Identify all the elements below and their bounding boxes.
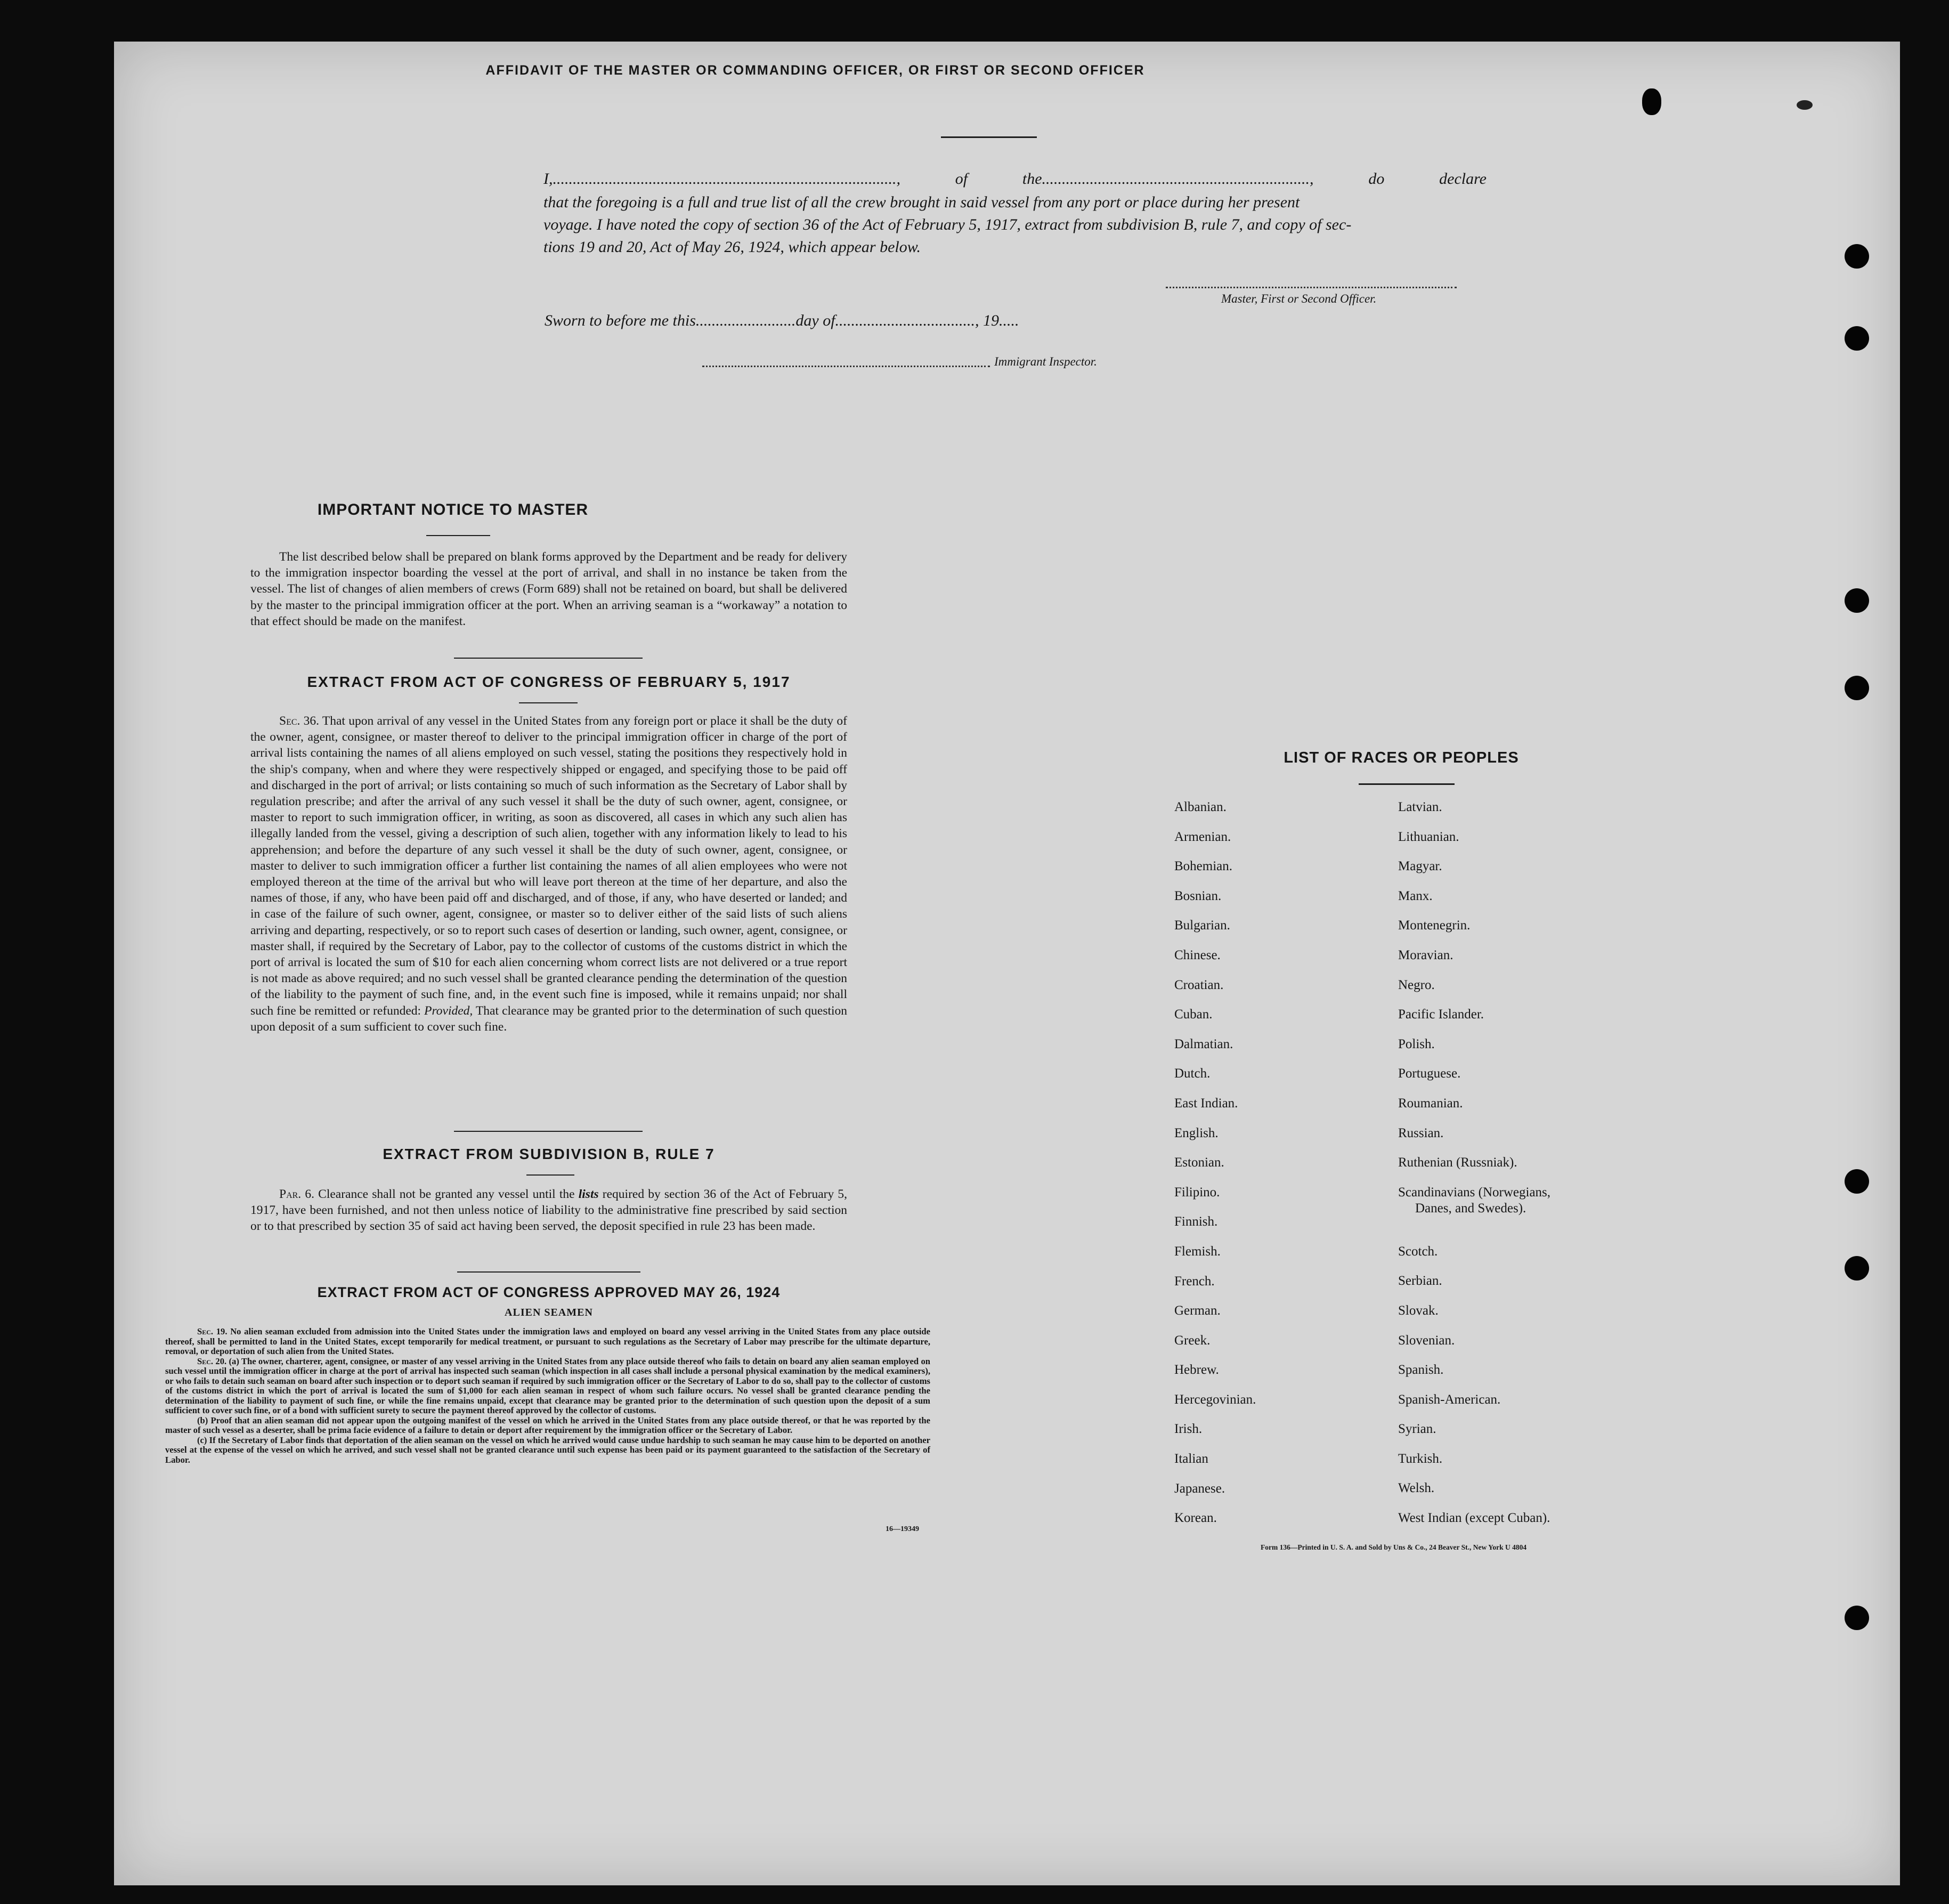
affidavit-title: AFFIDAVIT OF THE MASTER OR COMMANDING OFFICER, OR FIRST OR SECOND OFFICER bbox=[485, 63, 1145, 78]
section-divider bbox=[1359, 783, 1455, 785]
race-item: Hebrew. bbox=[1174, 1363, 1219, 1378]
race-item: Spanish. bbox=[1398, 1363, 1444, 1378]
section-text: That upon arrival of any vessel in the United States from any foreign port or place it shall be the duty of the owner, agent, consignee, or master thereof to deliver to the principal immigration officer in charge of the port of arrival lists containing the names of all aliens employed on such vessel, stating the positions they respectively hold in the ship's company, when and where they were respectively shipped or engaged, and specifying those to be paid off and discharged in the port of arrival; or lists containing so much of such information as the Secretary of Labor shall by regulation prescribe; and after the arrival of any such vessel it shall be the duty of such owner, agent, consignee, or master to report to such immigration officer, in writing, as soon as discovered, all cases in which any such alien has illegally landed from the vessel, giving a description of such alien, together with any information likely to lead to his apprehension; and before the departure of any such vessel it shall be the duty of such owner, agent, consignee, or master to deliver to such immigration officer a further list containing the names of all alien employees who were not employed thereon at the time of the arrival but who will leave port thereon at the time of her departure, and also the names of those, if any, who have been paid off and discharged, and of those, if any, who have deserted or landed; and in case of the failure of such owner, agent, consignee, or master so to deliver either of the said lists of such aliens arriving and departing, respectively, or so to report such cases of desertion or landing, such owner, agent, consignee, or master shall, if required by the Secretary of Labor, pay to the collector of customs of the customs district in which the port of arrival is located the sum of $10 for each alien concerning whom correct lists are not delivered or a true report is not made as above required; and no such vessel shall be granted clearance pending the determination of the question of the liability to the payment of such fine, and, in the event such fine is imposed, while it remains unpaid; nor shall such fine be remitted or refunded: bbox=[250, 714, 848, 1018]
proviso-text: That clearance may be granted prior to the determination of such question upon deposit of a sum sufficient to cover such fine. bbox=[250, 1003, 848, 1034]
affidavit-text-line: tions 19 and 20, Act of May 26, 1924, which appear below. bbox=[543, 238, 921, 256]
rule-7-title: EXTRACT FROM SUBDIVISION B, RULE 7 bbox=[383, 1146, 715, 1162]
section-label: Sec. 20. bbox=[197, 1356, 227, 1366]
affidavit-declaration-line: I,......................................................................................, of the..................................................................., do declare bbox=[543, 170, 1487, 188]
race-item: Polish. bbox=[1398, 1036, 1435, 1051]
race-item: German. bbox=[1174, 1303, 1221, 1318]
section-19 bbox=[165, 1327, 930, 1357]
master-signature-label: Master, First or Second Officer. bbox=[1221, 292, 1377, 305]
form-code: 16—19349 bbox=[886, 1525, 919, 1533]
section-divider bbox=[457, 1271, 640, 1273]
race-item: West Indian (except Cuban). bbox=[1398, 1511, 1550, 1526]
section-text: No alien seaman excluded from admission into the United States under the immigration laws and employed on board any vessel arriving in the United States from any place outside thereof, shall be permitted to land in the United States, except temporarily for medical treatment, or pursuant to such regulations as the Secretary of Labor may prescribe for the ultimate departure, removal, or deportation of such alien from the United States. bbox=[165, 1326, 930, 1356]
race-item: East Indian. bbox=[1174, 1096, 1238, 1111]
race-item: Bosnian. bbox=[1174, 888, 1222, 903]
act-1924-sections bbox=[165, 1327, 930, 1465]
race-item: Montenegrin. bbox=[1398, 918, 1471, 933]
punch-hole bbox=[1845, 588, 1869, 613]
notice-title: IMPORTANT NOTICE TO MASTER bbox=[317, 501, 589, 518]
race-item: Croatian. bbox=[1174, 977, 1224, 992]
section-divider bbox=[454, 658, 643, 659]
act-1917-section-36 bbox=[250, 713, 847, 1035]
alien-seamen-subtitle: ALIEN SEAMEN bbox=[505, 1307, 593, 1318]
section-label: Sec. 19. bbox=[197, 1326, 228, 1336]
race-item: Irish. bbox=[1174, 1422, 1203, 1437]
race-item: Finnish. bbox=[1174, 1214, 1218, 1229]
race-item: Armenian. bbox=[1174, 829, 1231, 844]
race-item: Manx. bbox=[1398, 888, 1433, 903]
race-item: Italian bbox=[1174, 1452, 1208, 1467]
race-item: Lithuanian. bbox=[1398, 829, 1459, 844]
race-item: Hercegovinian. bbox=[1174, 1392, 1256, 1407]
section-20a bbox=[165, 1357, 930, 1416]
race-item: Ruthenian (Russniak). bbox=[1398, 1155, 1517, 1170]
race-item bbox=[1398, 1185, 1550, 1244]
race-item: Slovenian. bbox=[1398, 1333, 1455, 1348]
punch-hole bbox=[1845, 1606, 1869, 1630]
race-item: Estonian. bbox=[1174, 1155, 1224, 1170]
lists-word: lists bbox=[578, 1187, 599, 1201]
race-item: Negro. bbox=[1398, 977, 1435, 992]
affidavit-text-line: voyage. I have noted the copy of section 36 of the Act of February 5, 1917, extract from subdivision B, rule 7, and copy of sec- bbox=[543, 216, 1352, 233]
race-item: Moravian. bbox=[1398, 947, 1453, 962]
race-item: Bohemian. bbox=[1174, 859, 1233, 874]
punch-hole bbox=[1845, 326, 1869, 351]
race-item: English. bbox=[1174, 1125, 1219, 1140]
affidavit-text-line: that the foregoing is a full and true list of all the crew brought in said vessel from any port or place during her present bbox=[543, 193, 1300, 211]
race-item: Magyar. bbox=[1398, 859, 1442, 874]
race-item: Filipino. bbox=[1174, 1185, 1220, 1200]
races-title: LIST OF RACES OR PEOPLES bbox=[1284, 749, 1519, 766]
section-divider bbox=[519, 702, 578, 703]
race-item-line: Scandinavians (Norwegians, bbox=[1398, 1185, 1551, 1200]
race-item: Albanian. bbox=[1174, 800, 1227, 814]
section-number: Sec. 36. bbox=[279, 714, 320, 728]
race-item: Turkish. bbox=[1398, 1451, 1443, 1466]
race-item: Latvian. bbox=[1398, 800, 1442, 814]
race-item: Serbian. bbox=[1398, 1274, 1442, 1289]
punch-hole bbox=[1845, 1256, 1869, 1281]
section-20c: (c) If the Secretary of Labor finds that deportation of the alien seaman on the vessel on which he arrived would cause undue hardship to such seaman he may cause him to be deported on another vessel at the expense of the vessel on which he arrived, and such vessel shall not be granted clearance until such expense has been paid or its payment guaranteed to the satisfaction of the Secretary of Labor. bbox=[165, 1435, 930, 1465]
race-item: Pacific Islander. bbox=[1398, 1007, 1484, 1022]
paragraph-number: Par. 6. bbox=[279, 1187, 314, 1201]
race-item: Cuban. bbox=[1174, 1007, 1213, 1022]
rule-7-paragraph-6 bbox=[250, 1186, 847, 1235]
races-list-left bbox=[1174, 799, 1256, 1540]
race-item: Russian. bbox=[1398, 1125, 1444, 1140]
race-item: French. bbox=[1174, 1274, 1215, 1289]
act-1917-title: EXTRACT FROM ACT OF CONGRESS OF FEBRUARY 5, 1917 bbox=[307, 674, 791, 690]
race-item: Portuguese. bbox=[1398, 1066, 1461, 1081]
race-item: Chinese. bbox=[1174, 947, 1221, 962]
inspector-signature-line bbox=[702, 366, 990, 367]
punch-hole bbox=[1845, 244, 1869, 269]
race-item: Syrian. bbox=[1398, 1422, 1436, 1437]
race-item: Welsh. bbox=[1398, 1481, 1435, 1496]
act-1924-title: EXTRACT FROM ACT OF CONGRESS APPROVED MAY 26, 1924 bbox=[317, 1284, 781, 1300]
section-text: (a) The owner, charterer, agent, consignee, or master of any vessel arriving in the United States from any place outside thereof who fails to detain on board any alien seaman employed on such vessel until the immigration officer in charge at the port of arrival has inspected such seaman (which inspection in all cases shall include a personal physical examination by the medical examiners), or who fails to detain such seaman on board after such inspection or to deport such seaman if required by such immigration officer or the Secretary of Labor to do so, shall pay to the collector of customs of the customs district in which the port of arrival is located the sum of $1,000 for each alien seaman in respect of whom such failure occurs. No vessel shall be granted clearance pending the determination of the liability to payment of such fine, or while the fine remains unpaid, except that clearance may be granted prior to the determination of such question upon the deposit of a sum sufficient to cover such fine, or of a bond with sufficient surety to secure the payment thereof approved by the collector of customs. bbox=[165, 1356, 930, 1415]
paragraph-text: Clearance shall not be granted any vessel until the bbox=[318, 1187, 575, 1201]
race-item: Dutch. bbox=[1174, 1066, 1211, 1081]
race-item: Korean. bbox=[1174, 1511, 1217, 1526]
race-item: Japanese. bbox=[1174, 1481, 1225, 1496]
race-item: Slovak. bbox=[1398, 1303, 1439, 1318]
race-item: Bulgarian. bbox=[1174, 918, 1230, 933]
punch-hole bbox=[1845, 676, 1869, 700]
race-item: Scotch. bbox=[1398, 1244, 1438, 1259]
title-underline bbox=[941, 136, 1037, 138]
race-item: Spanish-American. bbox=[1398, 1392, 1501, 1407]
proviso-word: Provided, bbox=[424, 1003, 473, 1018]
race-item: Flemish. bbox=[1174, 1244, 1221, 1259]
race-item: Roumanian. bbox=[1398, 1096, 1463, 1111]
paragraph-text: required by section 36 of the Act of February 5, 1917, have been furnished, and not then unless notice of liability to the administrative fine prescribed by said section or to that prescribed by section 35 of said act having been served, the deposit specified in rule 23 has been made. bbox=[250, 1187, 848, 1234]
inspector-signature-label: Immigrant Inspector. bbox=[994, 355, 1097, 368]
race-item-continuation: Danes, and Swedes). bbox=[1415, 1201, 1526, 1216]
printer-footer: Form 136—Printed in U. S. A. and Sold by Uns & Co., 24 Beaver St., New York U 4804 bbox=[1261, 1543, 1527, 1551]
section-divider bbox=[426, 535, 490, 536]
section-divider bbox=[526, 1174, 574, 1176]
ink-speck bbox=[1797, 100, 1813, 110]
race-item: Dalmatian. bbox=[1174, 1036, 1233, 1051]
section-divider bbox=[454, 1131, 643, 1132]
races-list-right bbox=[1398, 799, 1550, 1540]
notice-body: The list described below shall be prepared on blank forms approved by the Department and be ready for delivery to the immigration inspector boarding the vessel at the port of arrival, and shall in no instance be taken from the vessel. The list of changes of alien members of crews (Form 689) shall not be retained on board, but shall be delivered by the master to the principal immigration officer at the port. When an arriving seaman is a “workaway” a notation to that effect should be made on the manifest. bbox=[250, 550, 847, 628]
section-20b: (b) Proof that an alien seaman did not appear upon the outgoing manifest of the vessel on which he arrived in the United States from any place outside thereof, or that he was reported by the master of such vessel as a deserter, shall be prima facie evidence of a failure to detain or deport after requirement by the immigration officer or the Secretary of Labor. bbox=[165, 1415, 930, 1435]
race-item: Greek. bbox=[1174, 1333, 1211, 1348]
master-signature-line bbox=[1166, 287, 1457, 288]
ink-blot bbox=[1642, 88, 1661, 115]
sworn-date-line: Sworn to before me this.........................day of..................................., 19..... bbox=[545, 312, 1019, 329]
punch-hole bbox=[1845, 1169, 1869, 1194]
